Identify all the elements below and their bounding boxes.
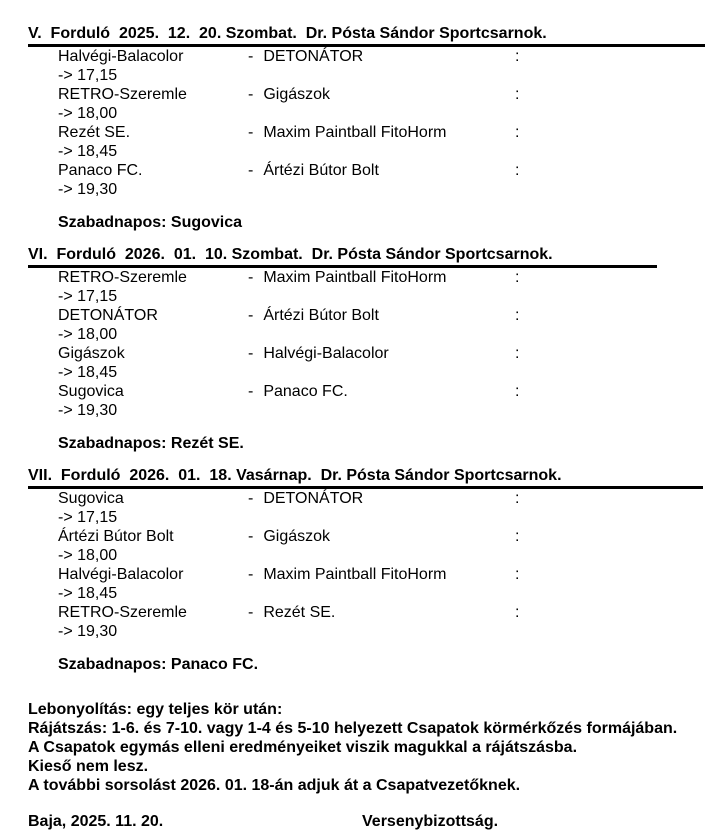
vs-dash: - bbox=[248, 490, 254, 507]
rules-footer bbox=[28, 700, 713, 795]
match-time: -> 17,15 bbox=[58, 288, 118, 305]
match-teams-line bbox=[58, 527, 713, 546]
match-teams-line bbox=[58, 344, 713, 363]
vs-dash: - bbox=[248, 307, 254, 324]
vs-dash: - bbox=[248, 383, 254, 400]
match-row bbox=[58, 47, 713, 85]
result-colon: : bbox=[515, 566, 520, 583]
result-colon: : bbox=[515, 383, 520, 400]
rules-line: Lebonyolítás: egy teljes kör után: bbox=[28, 701, 283, 718]
away-team: Maxim Paintball FitoHorm bbox=[263, 269, 447, 286]
round-section-vi bbox=[28, 245, 713, 453]
match-teams-line bbox=[58, 47, 713, 66]
match-row bbox=[58, 565, 713, 603]
away-cell bbox=[248, 306, 515, 325]
vs-dash: - bbox=[248, 528, 254, 545]
rules-line: Kieső nem lesz. bbox=[28, 758, 149, 775]
result-colon: : bbox=[515, 307, 520, 324]
match-time: -> 18,00 bbox=[58, 326, 118, 343]
match-row bbox=[58, 268, 713, 306]
away-cell bbox=[248, 527, 515, 546]
match-row bbox=[58, 382, 713, 420]
match-teams-line bbox=[58, 268, 713, 287]
vs-dash: - bbox=[248, 566, 254, 583]
match-time: -> 19,30 bbox=[58, 181, 118, 198]
match-time: -> 17,15 bbox=[58, 67, 118, 84]
match-teams-line bbox=[58, 306, 713, 325]
round-vi-header: VI. Forduló 2026. 01. 10. Szombat. Dr. Pósta Sándor Sportcsarnok. bbox=[28, 245, 657, 268]
vs-dash: - bbox=[248, 48, 254, 65]
away-cell bbox=[248, 123, 515, 142]
home-team: Panaco FC. bbox=[58, 162, 143, 179]
away-cell bbox=[248, 85, 515, 104]
home-team: DETONÁTOR bbox=[58, 307, 158, 324]
away-cell bbox=[248, 344, 515, 363]
away-team: Maxim Paintball FitoHorm bbox=[263, 124, 447, 141]
home-team: Sugovica bbox=[58, 490, 124, 507]
home-team: Sugovica bbox=[58, 383, 124, 400]
result-colon: : bbox=[515, 604, 520, 621]
round-section-vii bbox=[28, 466, 713, 674]
away-cell bbox=[248, 565, 515, 584]
match-time: -> 18,45 bbox=[58, 364, 118, 381]
place-date: Baja, 2025. 11. 20. bbox=[28, 813, 164, 830]
away-cell bbox=[248, 47, 515, 66]
round-section-v bbox=[28, 24, 713, 232]
match-time: -> 17,15 bbox=[58, 509, 118, 526]
match-teams-line bbox=[58, 382, 713, 401]
match-time: -> 19,30 bbox=[58, 623, 118, 640]
round-vi-matches bbox=[58, 268, 713, 420]
rules-line: Rájátszás: 1-6. és 7-10. vagy 1-4 és 5-10 helyezett Csapatok körmérkőzés formájában. bbox=[28, 720, 678, 737]
away-cell bbox=[248, 268, 515, 287]
match-row bbox=[58, 85, 713, 123]
vs-dash: - bbox=[248, 269, 254, 286]
result-colon: : bbox=[515, 48, 520, 65]
round-v-header: V. Forduló 2025. 12. 20. Szombat. Dr. Pósta Sándor Sportcsarnok. bbox=[28, 24, 705, 47]
vs-dash: - bbox=[248, 345, 254, 362]
home-team: Halvégi-Balacolor bbox=[58, 48, 184, 65]
committee-label: Versenybizottság. bbox=[362, 813, 499, 830]
result-colon: : bbox=[515, 124, 520, 141]
away-team: Gigászok bbox=[263, 528, 331, 545]
schedule-document bbox=[28, 24, 713, 831]
result-colon: : bbox=[515, 345, 520, 362]
bye-line: Szabadnapos: Panaco FC. bbox=[58, 656, 259, 673]
home-team: Ártézi Bútor Bolt bbox=[58, 528, 174, 545]
home-team: RETRO-Szeremle bbox=[58, 269, 187, 286]
match-teams-line bbox=[58, 565, 713, 584]
match-row bbox=[58, 527, 713, 565]
match-teams-line bbox=[58, 489, 713, 508]
away-team: Rezét SE. bbox=[263, 604, 336, 621]
match-time: -> 18,00 bbox=[58, 105, 118, 122]
match-teams-line bbox=[58, 161, 713, 180]
home-team: RETRO-Szeremle bbox=[58, 86, 187, 103]
rules-line: A Csapatok egymás elleni eredményeiket viszik magukkal a rájátszásba. bbox=[28, 739, 578, 756]
match-teams-line bbox=[58, 123, 713, 142]
match-time: -> 19,30 bbox=[58, 402, 118, 419]
home-team: RETRO-Szeremle bbox=[58, 604, 187, 621]
match-teams-line bbox=[58, 603, 713, 622]
vs-dash: - bbox=[248, 86, 254, 103]
away-cell bbox=[248, 382, 515, 401]
away-cell bbox=[248, 603, 515, 622]
signature-row bbox=[28, 812, 713, 831]
away-team: DETONÁTOR bbox=[263, 48, 364, 65]
away-cell bbox=[248, 489, 515, 508]
away-team: Ártézi Bútor Bolt bbox=[263, 307, 379, 324]
bye-line: Szabadnapos: Sugovica bbox=[58, 214, 243, 231]
vs-dash: - bbox=[248, 124, 254, 141]
away-team: Ártézi Bútor Bolt bbox=[263, 162, 379, 179]
match-row bbox=[58, 123, 713, 161]
away-cell bbox=[248, 161, 515, 180]
away-team: Panaco FC. bbox=[263, 383, 348, 400]
home-team: Halvégi-Balacolor bbox=[58, 566, 184, 583]
rules-line: A további sorsolást 2026. 01. 18-án adjuk át a Csapatvezetőknek. bbox=[28, 777, 521, 794]
round-vii-matches bbox=[58, 489, 713, 641]
match-row bbox=[58, 344, 713, 382]
match-row bbox=[58, 306, 713, 344]
away-team: Halvégi-Balacolor bbox=[263, 345, 389, 362]
match-time: -> 18,45 bbox=[58, 585, 118, 602]
home-team: Rezét SE. bbox=[58, 124, 131, 141]
match-row bbox=[58, 489, 713, 527]
round-v-matches bbox=[58, 47, 713, 199]
result-colon: : bbox=[515, 162, 520, 179]
away-team: DETONÁTOR bbox=[263, 490, 364, 507]
match-time: -> 18,45 bbox=[58, 143, 118, 160]
match-teams-line bbox=[58, 85, 713, 104]
vs-dash: - bbox=[248, 162, 254, 179]
match-row bbox=[58, 161, 713, 199]
result-colon: : bbox=[515, 490, 520, 507]
match-time: -> 18,00 bbox=[58, 547, 118, 564]
round-vii-header: VII. Forduló 2026. 01. 18. Vasárnap. Dr. Pósta Sándor Sportcsarnok. bbox=[28, 466, 703, 489]
result-colon: : bbox=[515, 269, 520, 286]
vs-dash: - bbox=[248, 604, 254, 621]
away-team: Maxim Paintball FitoHorm bbox=[263, 566, 447, 583]
result-colon: : bbox=[515, 86, 520, 103]
match-row bbox=[58, 603, 713, 641]
home-team: Gigászok bbox=[58, 345, 125, 362]
away-team: Gigászok bbox=[263, 86, 331, 103]
bye-line: Szabadnapos: Rezét SE. bbox=[58, 435, 244, 452]
result-colon: : bbox=[515, 528, 520, 545]
